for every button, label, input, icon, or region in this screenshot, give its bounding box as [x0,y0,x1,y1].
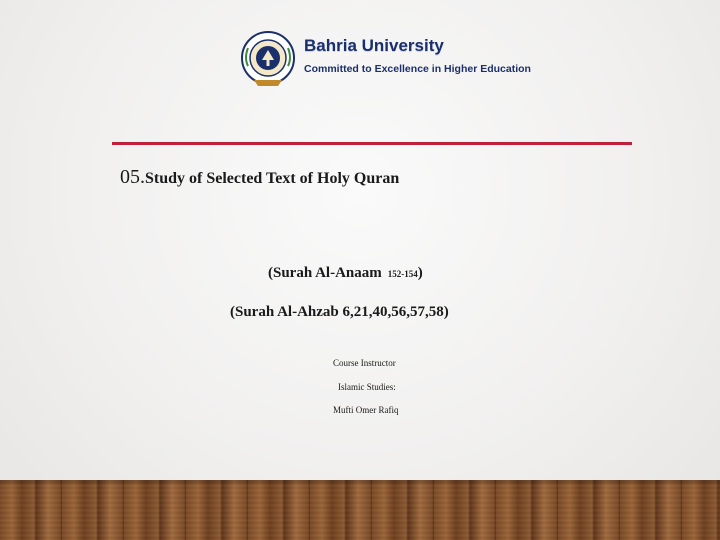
title-divider [112,142,632,145]
title-number: 05. [120,166,145,188]
surah-anaam-close: ) [417,265,423,281]
university-logo [240,26,540,90]
slide-title [120,166,399,189]
wood-grain-overlay [0,480,720,540]
subject-label: Islamic Studies: [338,382,396,392]
instructor-name: Mufti Omer Rafiq [333,405,399,415]
university-emblem-icon [240,26,304,90]
surah-anaam-range: 152-154 [387,269,418,279]
university-name: Bahria University [304,36,444,55]
title-text: Study of Selected Text of Holy Quran [145,170,400,187]
university-tagline: Committed to Excellence in Higher Education [304,63,531,75]
course-instructor-label: Course Instructor [333,358,396,368]
surah-anaam-reference [268,265,423,282]
surah-ahzab-reference: (Surah Al-Ahzab 6,21,40,56,57,58) [230,304,449,320]
surah-anaam-text: (Surah Al-Anaam [268,265,382,281]
